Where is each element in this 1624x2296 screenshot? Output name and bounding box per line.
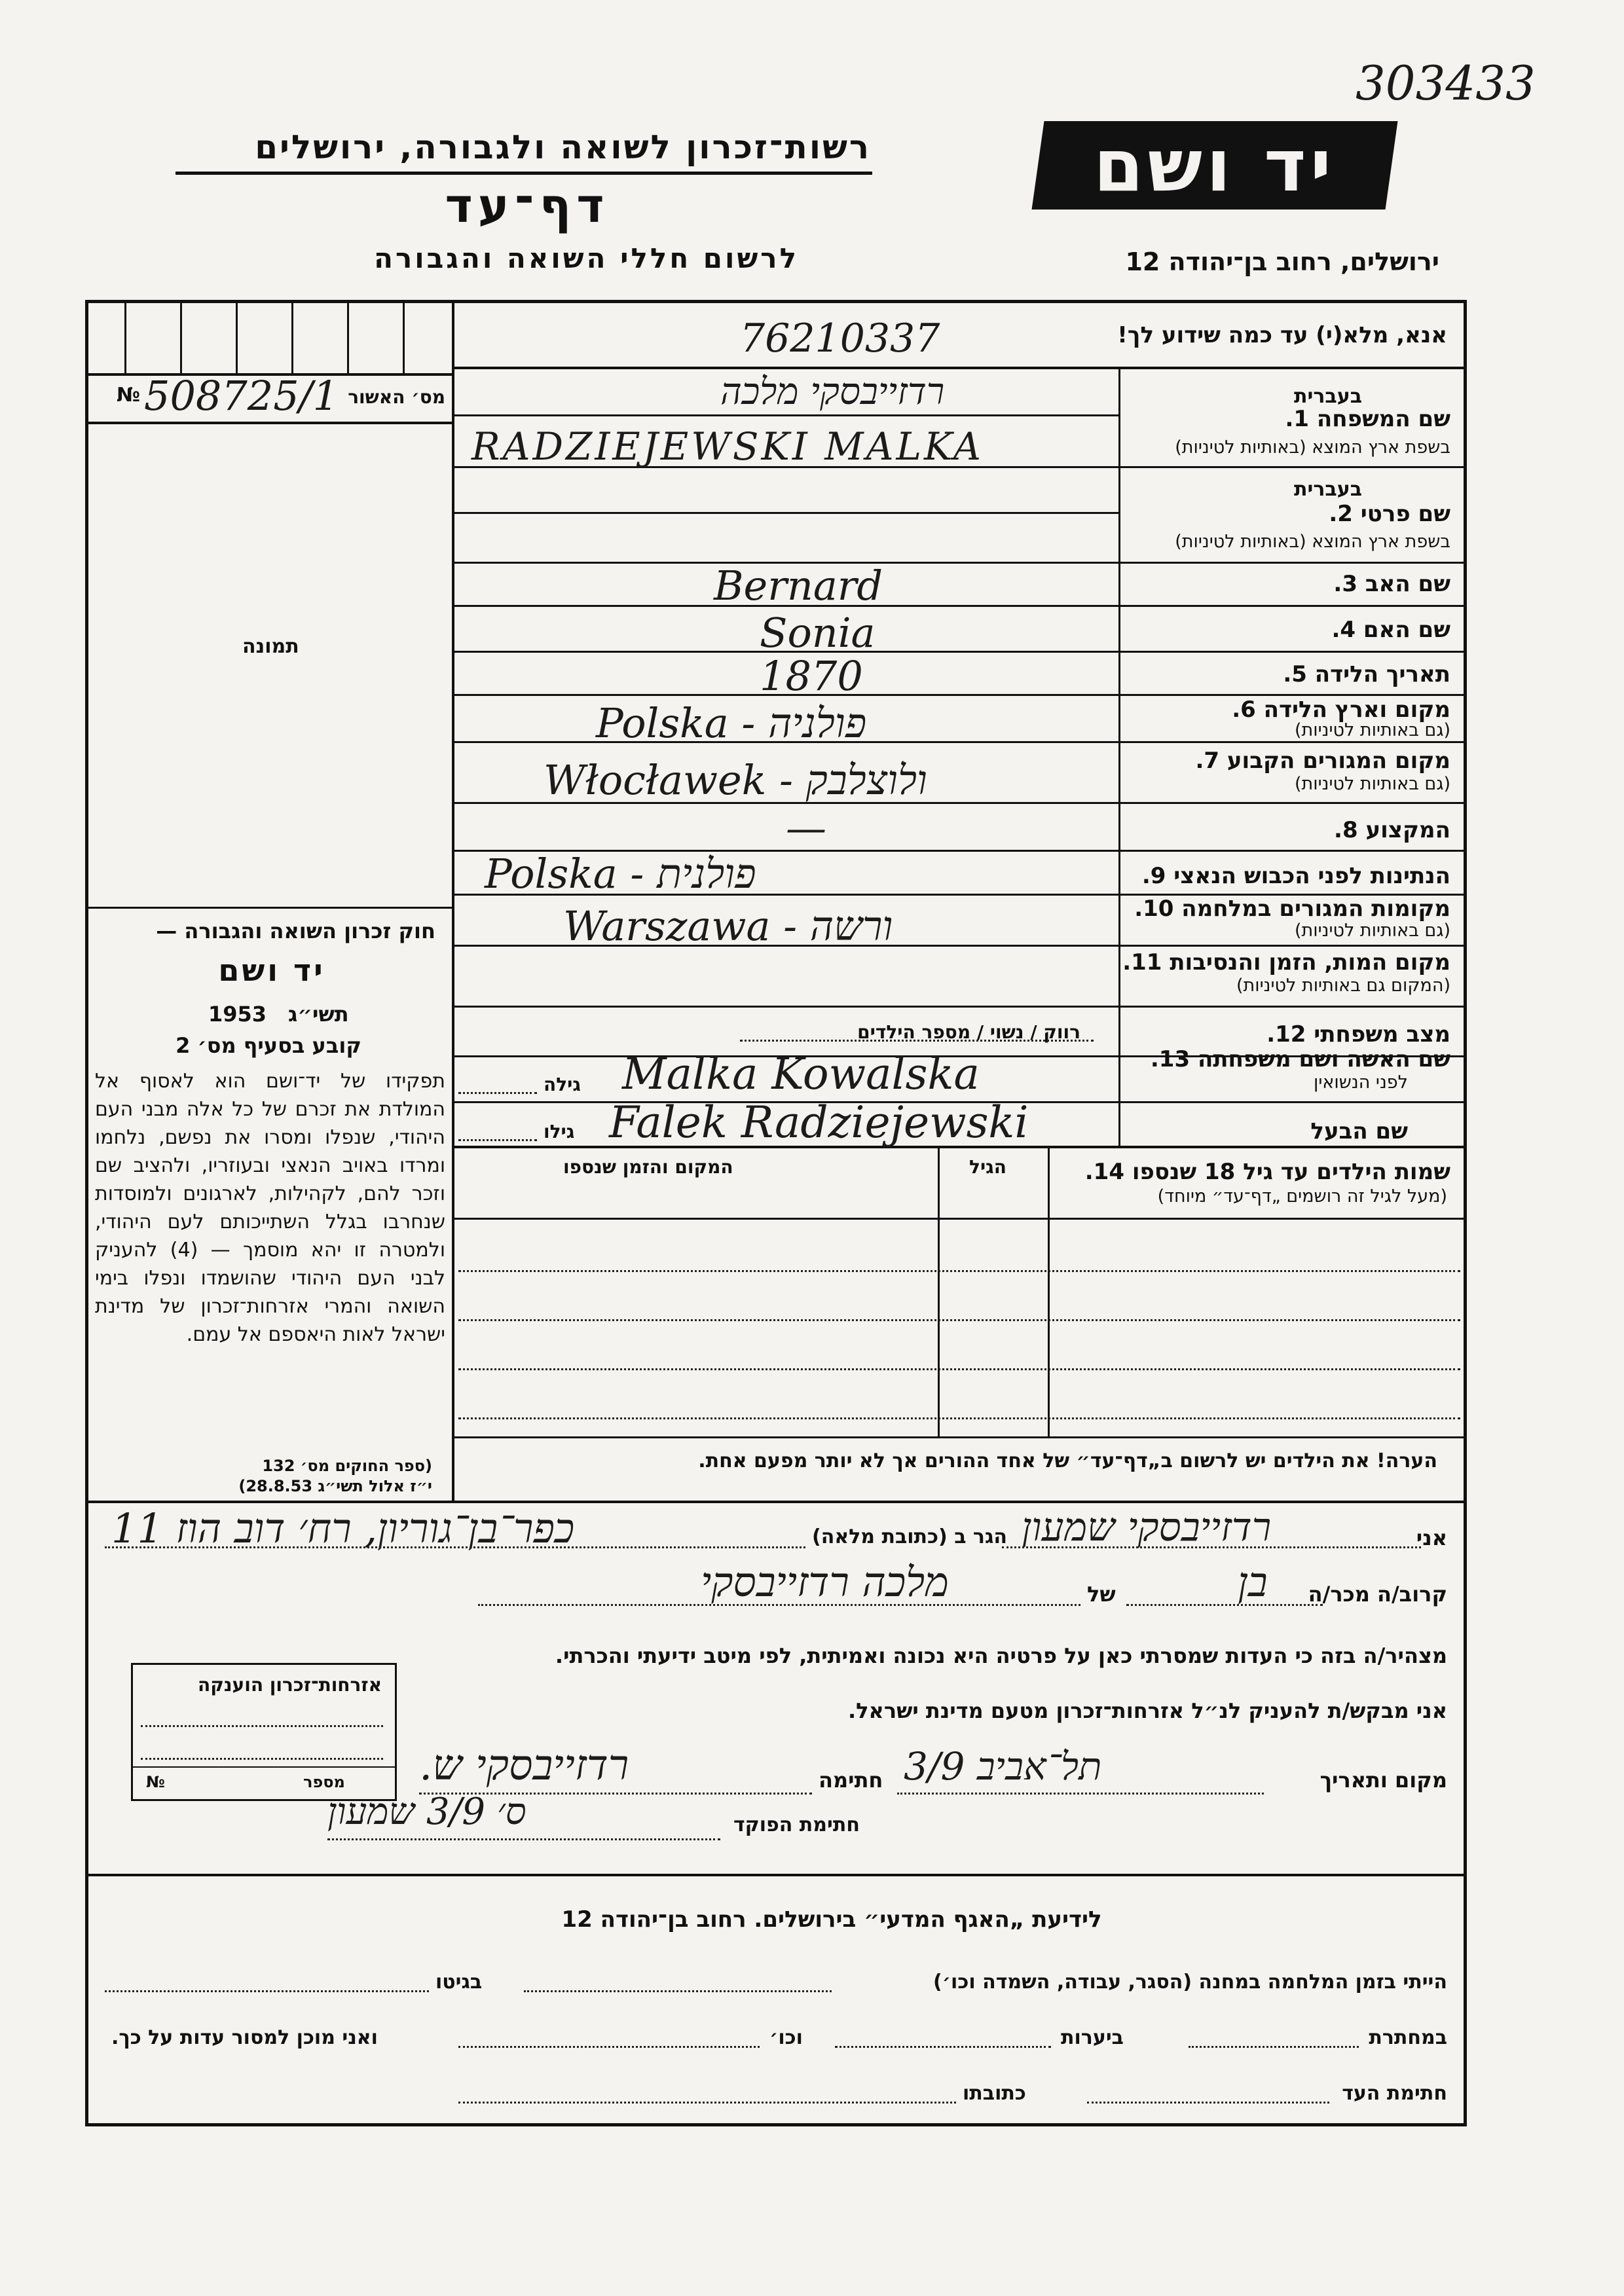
citizenship-box-title: אזרחות־זכרון הוענקה — [198, 1674, 382, 1696]
children-row-2 — [458, 1319, 1460, 1321]
officer-value: ס׳ 3/9 שמעון — [327, 1791, 526, 1833]
of-line — [478, 1604, 1080, 1606]
form-subtitle: לרשום חללי השואה והגבורה — [374, 242, 799, 274]
law-year-hebrew: תשי״ג — [288, 1002, 349, 1027]
wife-name: Malka Kowalska — [622, 1049, 980, 1099]
field-10-label: מקומות המגורים במלחמה 10. — [1134, 896, 1450, 922]
officer-label: חתימת הפוקד — [733, 1813, 860, 1836]
hand-top-number: 76210337 — [740, 316, 940, 361]
signature-value: רדזייבסקי ש. — [419, 1741, 629, 1790]
rule-f1-mid — [454, 414, 1118, 416]
law-title: חוק זכרון השואה והגבורה — — [156, 919, 435, 943]
field-7-sublabel: (גם באותיות לטיניות) — [1294, 774, 1450, 794]
field-2-hebrew-tag: בעברית — [1294, 478, 1362, 501]
wife-age-line — [458, 1092, 537, 1094]
field-2-label: שם פרטי 2. — [1329, 501, 1450, 527]
info-testimony-label: ואני מוכן למסור עדות על כך. — [111, 2026, 378, 2049]
info-signature-label: חתימת העד — [1342, 2082, 1447, 2105]
officer-line — [327, 1838, 720, 1840]
label-divider — [1118, 368, 1120, 1146]
law-box-top-line — [88, 907, 452, 909]
law-reference-1: (ספר החוקים מס׳ 132 — [262, 1457, 432, 1475]
form-title: דף־עד — [445, 178, 610, 233]
rule-f2-bottom — [454, 562, 1464, 564]
field-4-label: שם האם 4. — [1331, 617, 1450, 643]
field-5-label: תאריך הלידה 5. — [1283, 661, 1450, 687]
field-8-label: המקצוע 8. — [1334, 817, 1450, 843]
residence: Włocławek - ולוצלבק — [544, 756, 927, 804]
field-13-sublabel: לפני הנשואין — [1313, 1072, 1408, 1093]
info-ghetto-line — [105, 1990, 429, 1992]
rule-f3-bottom — [454, 605, 1464, 607]
children-col-divider-2 — [1048, 1148, 1050, 1436]
address: ירושלים, רחוב בן־יהודה 12 — [1125, 247, 1439, 276]
marital-status-options: רווק / נשוי / מספר הילדים — [857, 1021, 1080, 1043]
citizenship-box — [131, 1663, 397, 1801]
birth-date: 1870 — [760, 652, 863, 700]
relation-line — [1126, 1604, 1323, 1606]
info-address-label: כתובתו — [963, 2082, 1026, 2105]
permit-value: 508725/1 — [144, 372, 339, 420]
rule-f2-mid — [454, 512, 1118, 514]
place-date-value: תל־אביב 3/9 — [904, 1744, 1102, 1789]
citizenship-line-1 — [141, 1725, 383, 1727]
signature-label: חתימה — [819, 1768, 883, 1793]
children-sublabel: (מעל לגיל זה רושמים „דף־עד״ מיוחד) — [1157, 1186, 1447, 1207]
note-top-line — [454, 1436, 1464, 1438]
law-year: 1953 — [208, 1002, 267, 1027]
declaration-top-line — [88, 1501, 1464, 1503]
field-9-label: הנתינות לפני הכבוש הנאצי 9. — [1141, 863, 1450, 889]
law-clause: קובע בסעיף מס׳ 2 — [175, 1033, 361, 1058]
wartime-residence: Warszawa - ורשה — [563, 902, 893, 950]
law-reference-2: י״ז אלול תשי״ג 28.8.53) — [238, 1477, 432, 1495]
nationality: Polska - פולנית — [485, 850, 756, 898]
declaration-i-label: אני — [1416, 1525, 1447, 1550]
info-signature-line — [1087, 2102, 1329, 2104]
marital-line — [740, 1040, 1094, 1042]
info-underground-line — [1189, 2046, 1359, 2048]
citizenship-line-2 — [141, 1758, 383, 1760]
place-date-label: מקום ותאריך — [1320, 1768, 1447, 1793]
rule-f5-bottom — [454, 694, 1464, 696]
field-10-sublabel: (גם באותיות לטיניות) — [1294, 920, 1450, 941]
declaration-request: אני מבקש/ת להעניק לנ״ל אזרחות־זכרון מטעם מדינת ישראל. — [848, 1698, 1447, 1723]
field-3-label: שם האב 3. — [1333, 571, 1450, 597]
info-forests-line — [835, 2046, 1051, 2048]
field-6-sublabel: (גם באותיות לטיניות) — [1294, 720, 1450, 740]
mother-name: Sonia — [760, 609, 876, 657]
field-1-hebrew-tag: בעברית — [1294, 385, 1362, 408]
info-forests-label: ביערות — [1061, 2026, 1124, 2049]
intro-line — [454, 367, 1464, 369]
citizenship-number-rule — [133, 1766, 395, 1768]
field-1-label: שם המשפחה 1. — [1285, 406, 1450, 432]
of-value: מלכה רדזייבסקי — [701, 1558, 949, 1606]
permit-label: מס׳ האשור — [348, 386, 445, 408]
info-underground-label: במחתרת — [1369, 2026, 1447, 2049]
logo-text: יד ושם — [1094, 123, 1336, 208]
children-header-line — [454, 1218, 1464, 1220]
law-org: יד ושם — [218, 953, 325, 988]
field-6-label: מקום וארץ הלידה 6. — [1232, 697, 1450, 723]
declarant-line — [1002, 1546, 1421, 1548]
citizenship-number-label: מספר — [303, 1773, 345, 1791]
field-13-label: שם האשה ושם משפחתה 13. — [1150, 1046, 1450, 1072]
declaration-statement: מצהיר/ה בזה כי העדות שמסרתי כאן על פרטיה היא נכונה ואמיתית, לפי מיטב ידיעתי והכרתי. — [555, 1643, 1447, 1668]
permit-strip — [88, 302, 452, 373]
photo-label: תמונה — [242, 635, 299, 658]
field-11-label: מקום המות, הזמן והנסיבות 11. — [1122, 949, 1450, 975]
info-camp-line — [524, 1990, 832, 1992]
column-divider — [452, 302, 454, 1502]
archive-number: 303433 — [1356, 56, 1536, 111]
birth-place: Polska - פולניה — [596, 699, 867, 747]
children-age-header: הגיל — [969, 1156, 1006, 1178]
field-7-label: מקום המגורים הקבוע 7. — [1195, 748, 1450, 774]
field-2-sublabel: בשפת ארץ המוצא (באותיות לטיניות) — [1175, 532, 1450, 552]
resides-label: הגר ב (כתובת מלאה) — [812, 1525, 1008, 1548]
relation-value: בן — [1238, 1558, 1268, 1606]
title-underline — [175, 172, 872, 175]
citizenship-number-sign: № — [146, 1773, 165, 1791]
children-place-header: המקום והזמן שנספו — [563, 1156, 733, 1178]
address-line — [105, 1546, 805, 1548]
children-label: שמות הילדים עד גיל 18 שנספו 14. — [1084, 1159, 1450, 1185]
husband-label: שם הבעל — [1310, 1118, 1408, 1144]
field-1-sublabel: בשפת ארץ המוצא (באותיות לטיניות) — [1175, 437, 1450, 458]
info-etc-line — [458, 2046, 760, 2048]
husband-age-label: גילו — [544, 1121, 575, 1142]
permit-bottom-line — [88, 422, 452, 424]
husband-name: Falek Radziejewski — [609, 1097, 1029, 1148]
permit-number-label: № — [117, 384, 141, 407]
info-camp-label: הייתי בזמן המלחמה במחנה (הסגר, עבודה, השמדה וכו׳) — [933, 1971, 1447, 1994]
intro-text: אנא, מלא(י) עד כמה שידוע לך! — [1117, 322, 1447, 348]
info-address-line — [458, 2102, 956, 2104]
law-text: תפקידו של יד־ושם הוא לאסוף אל המולדת את זכרם של כל אלה מבני העם היהודי, שנפלו ומסרו את נפשם, נלחמו ומרדו באויב הנאצי ובעוזריו, ולהציב שם וזכר להם, לקהילות, לארגונים ולמוסדות שנחרבו בגלל השתייכותם לעם היהודי, ולמטרה זו יהא מוסמך — (4) להעניק לבני העם היהודי שהושמדו ונפלו בימי השואה והמרי אזרחות־זכרון של מדינת ישראל לאות היאספם אל עמם. — [95, 1070, 445, 1346]
surname-hebrew: רדזייבסקי מלכה — [720, 371, 945, 413]
profession: — — [786, 804, 826, 852]
info-top-line — [88, 1874, 1464, 1876]
authority-title: רשות־זכרון לשואה ולגבורה, ירושלים — [255, 128, 871, 166]
place-date-line — [897, 1793, 1264, 1795]
husband-age-line — [458, 1139, 537, 1141]
rule-f4-bottom — [454, 651, 1464, 653]
note-text: הערה! את הילדים יש לרשום ב„דף־עד״ של אחד ההורים אך לא יותר מפעם אחת. — [698, 1449, 1437, 1472]
info-etc-label: וכו׳ — [769, 2026, 803, 2049]
father-name: Bernard — [714, 562, 883, 610]
children-row-1 — [458, 1270, 1460, 1272]
children-col-divider-1 — [938, 1148, 940, 1436]
field-11-sublabel: (המקום גם באותיות לטיניות) — [1236, 975, 1450, 996]
info-title: לידיעת „האגף המדעי״ בירושלים. רחוב בן־יהודה 12 — [561, 1906, 1102, 1933]
surname-latin: RADZIEJEWSKI MALKA — [471, 424, 984, 469]
relative-label: קרוב/ה מכר/ה — [1308, 1582, 1447, 1607]
wife-age-label: גילה — [544, 1074, 581, 1095]
yad-vashem-logo — [1032, 121, 1398, 210]
declarant-address: כפר־בן־גוריון, רח׳ דוב הוז 11 — [111, 1504, 575, 1552]
children-row-3 — [458, 1368, 1460, 1370]
declarant-name: רדזייבסקי שמעון — [1022, 1504, 1272, 1550]
info-ghetto-label: בגיטו — [435, 1971, 483, 1994]
of-label: של — [1087, 1582, 1116, 1607]
children-row-4 — [458, 1417, 1460, 1419]
rule-f11-bottom — [454, 1006, 1464, 1008]
field-12-label: מצב משפחתי 12. — [1266, 1021, 1450, 1048]
